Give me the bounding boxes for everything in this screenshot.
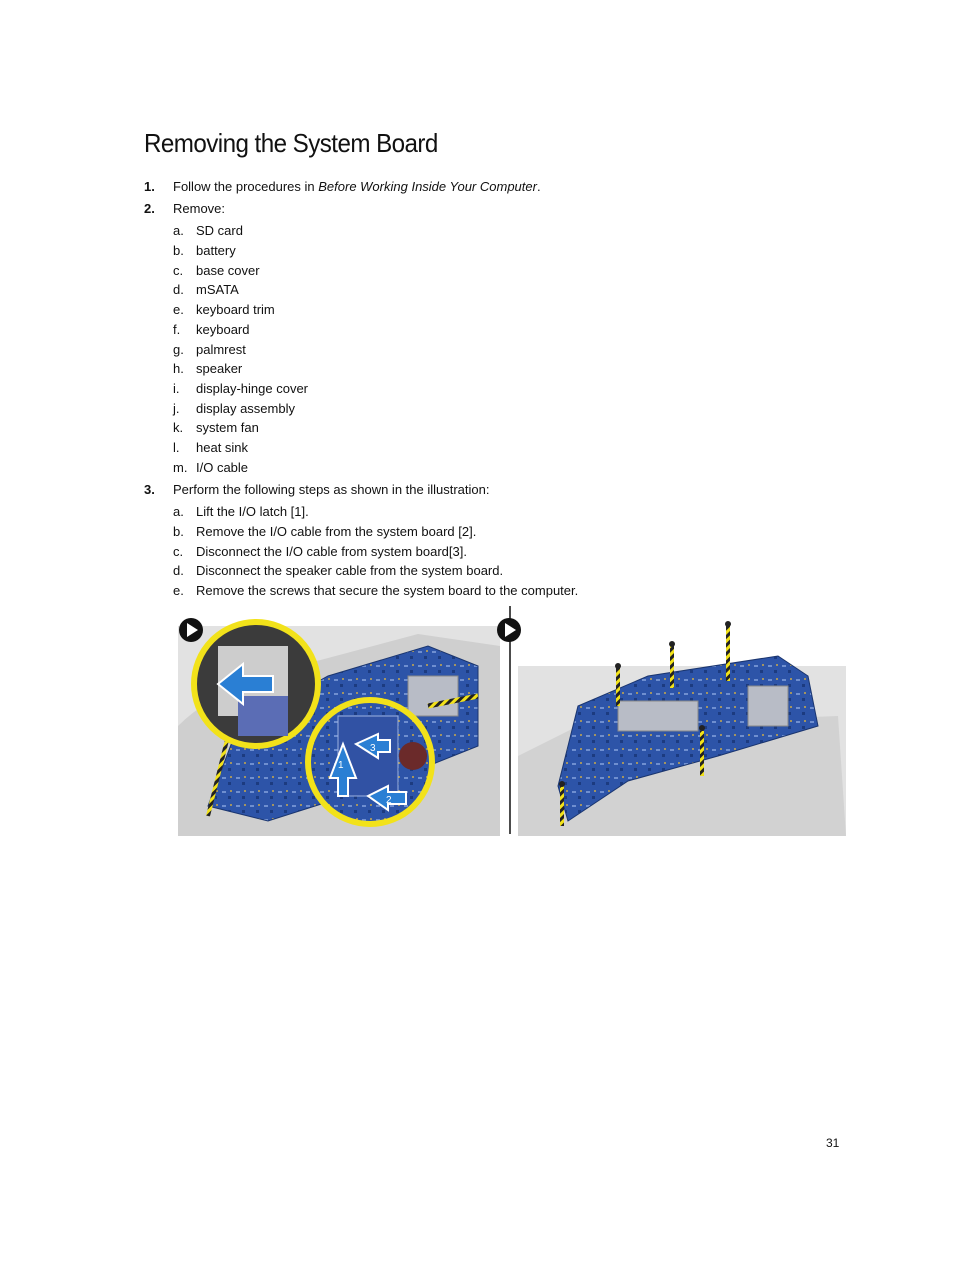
callout-label: 1 <box>338 760 344 771</box>
heat-shield <box>618 701 698 731</box>
step-number: 2. <box>144 201 155 216</box>
screw-icon <box>615 663 621 669</box>
right-panel <box>497 618 846 836</box>
speaker-connector-detail <box>399 742 427 770</box>
left-panel <box>178 618 500 836</box>
callout-label: 3 <box>370 743 376 754</box>
system-board-illustration <box>178 606 846 836</box>
reference-link-text: Before Working Inside Your Computer <box>318 179 537 194</box>
connector-detail <box>238 696 288 736</box>
heat-shield <box>408 676 458 716</box>
step-text: Follow the procedures in Before Working Inside Your Computer. <box>173 179 541 194</box>
page-number: 31 <box>826 1136 840 1150</box>
step-number: 1. <box>144 179 155 194</box>
screw-icon <box>559 781 565 787</box>
step-text: Remove: <box>173 201 226 216</box>
screw-icon <box>669 641 675 647</box>
step-text: Perform the following steps as shown in the illustration: <box>173 482 490 497</box>
step-number: 3. <box>144 482 155 497</box>
callout-label: 2 <box>386 795 392 806</box>
heat-shield <box>748 686 788 726</box>
page-title: Removing the System Board <box>144 128 438 158</box>
screw-icon <box>725 621 731 627</box>
screw-icon <box>699 725 705 731</box>
